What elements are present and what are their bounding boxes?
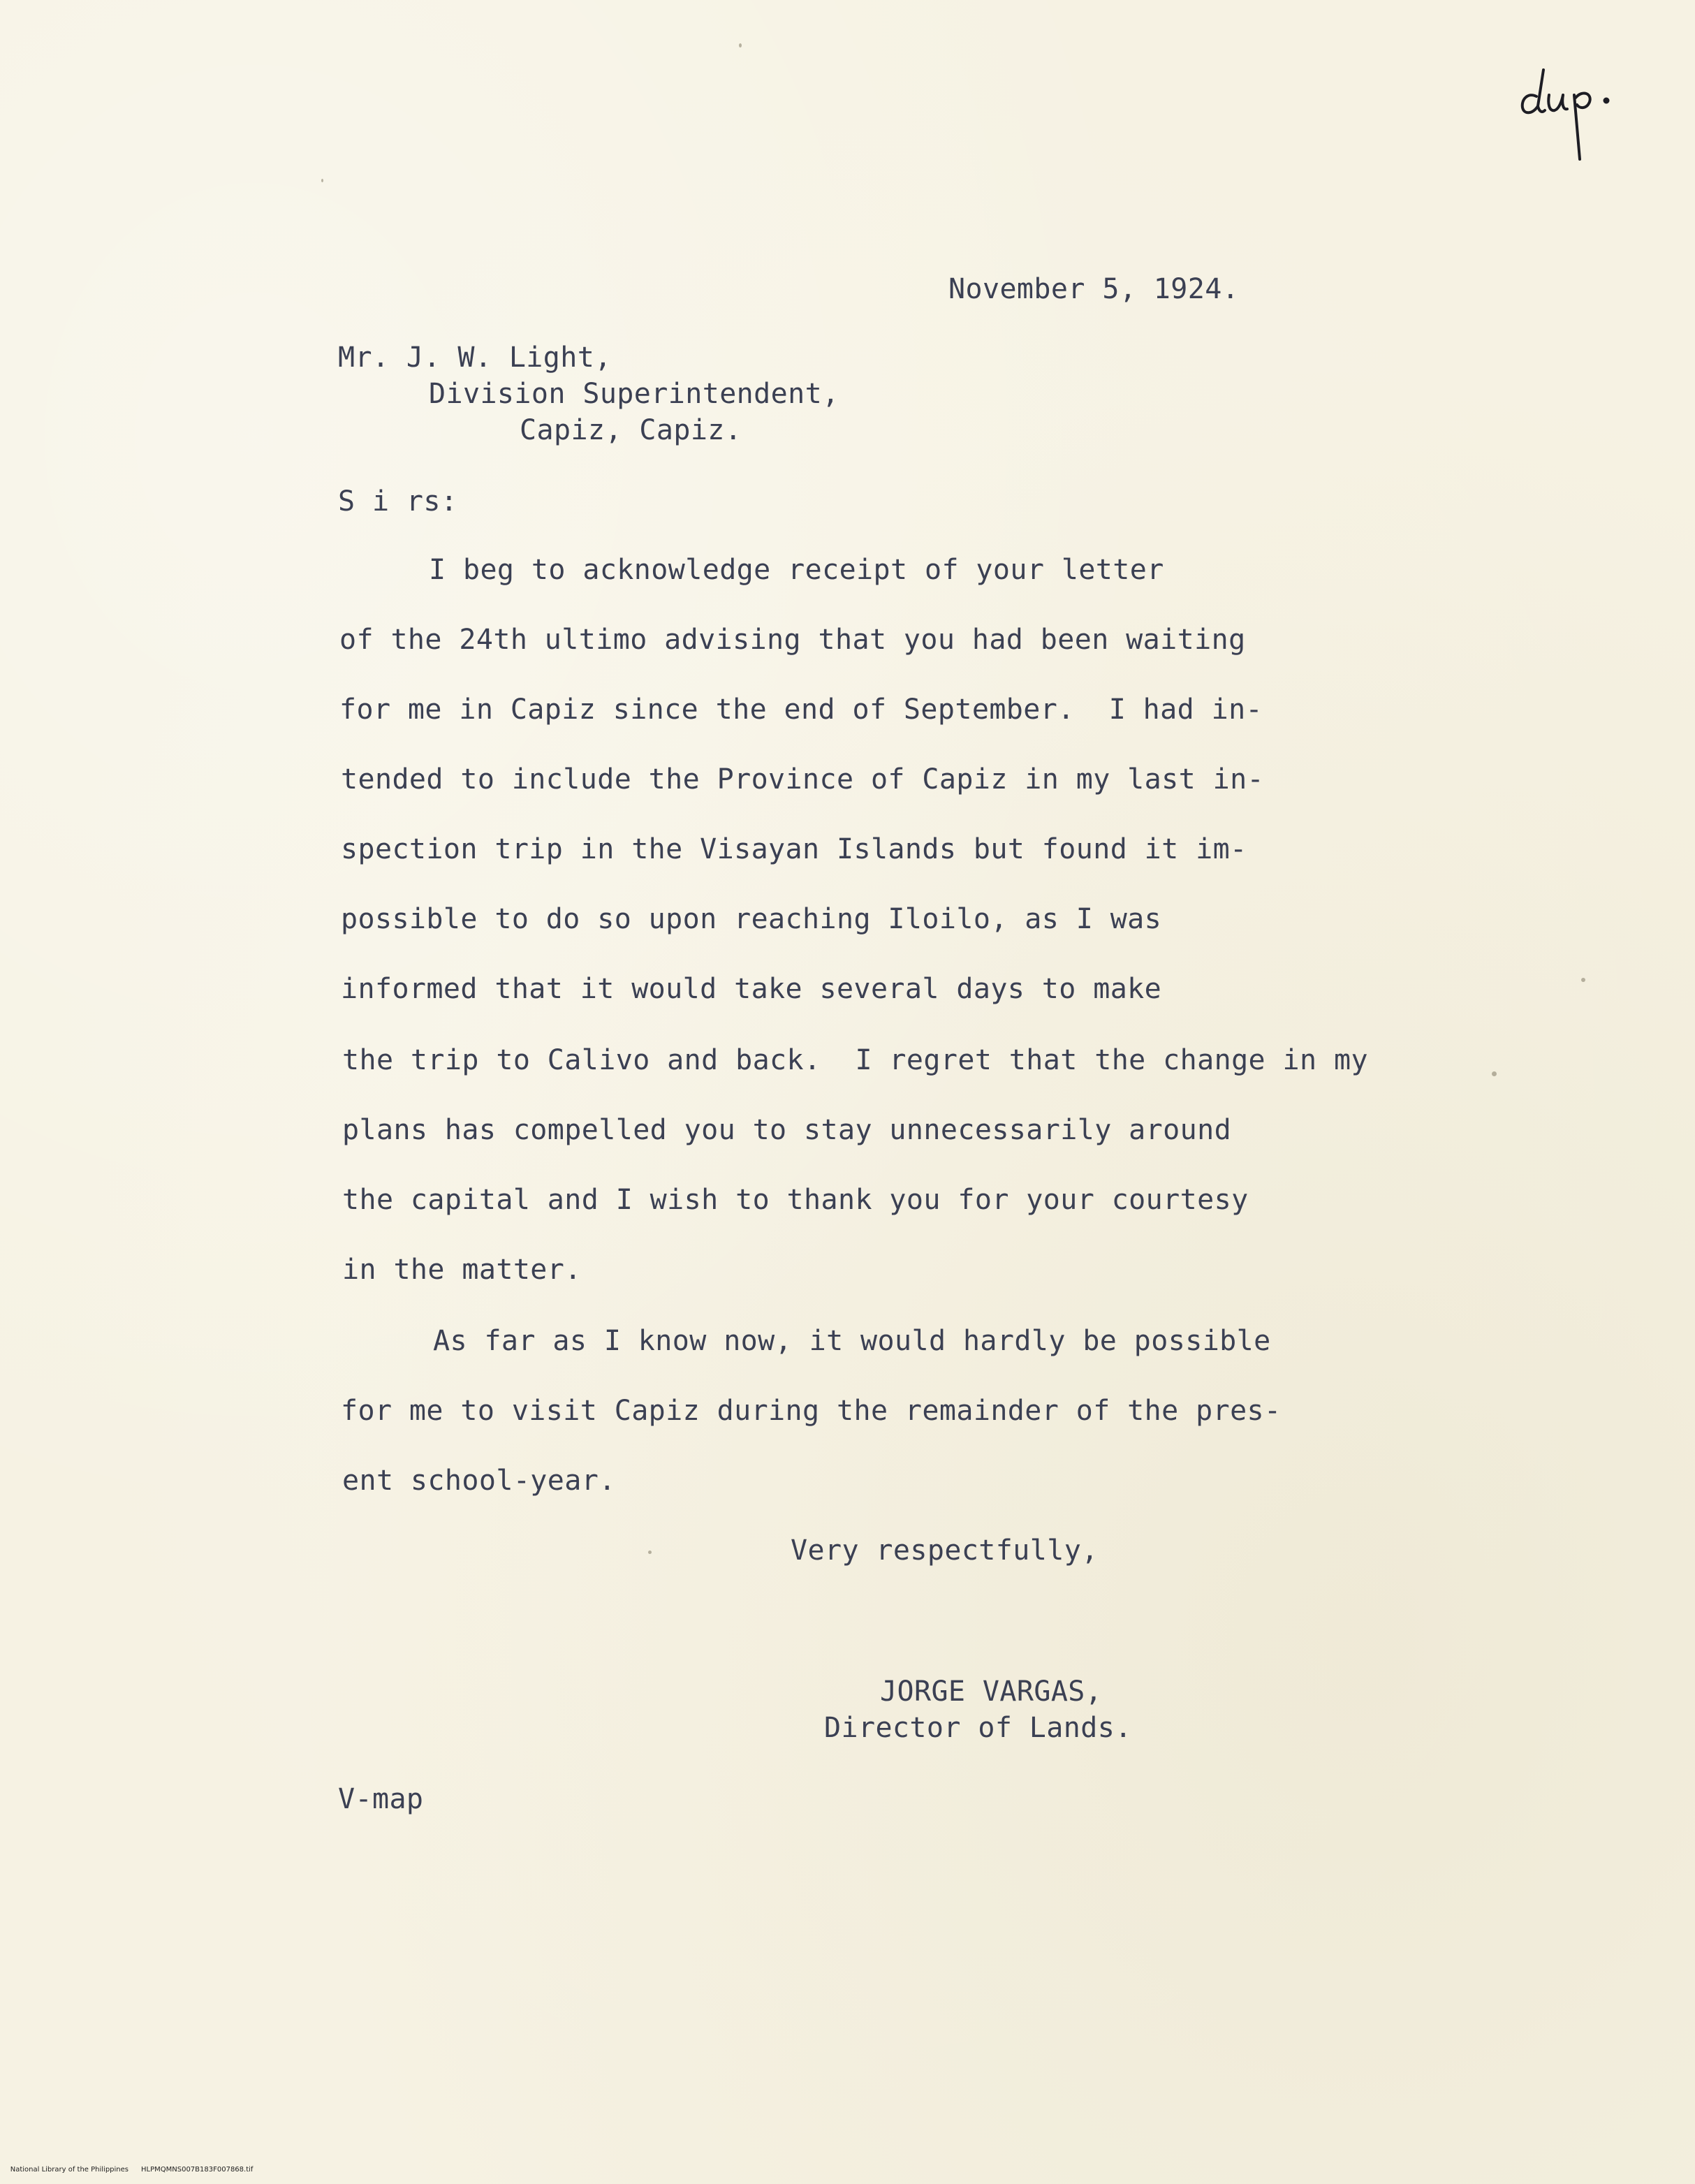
body-line: for me in Capiz since the end of September. I had in-	[339, 694, 1263, 726]
body-line: ent school-year.	[342, 1465, 616, 1497]
body-line: I beg to acknowledge receipt of your letter	[429, 554, 1164, 586]
footer-institution: National Library of the Philippines	[10, 2166, 129, 2174]
paper-speck	[1492, 1071, 1497, 1076]
body-line: the trip to Calivo and back. I regret that the change in my	[342, 1044, 1368, 1076]
body-line: possible to do so upon reaching Iloilo, as I was	[341, 903, 1162, 935]
paper-speck	[648, 1551, 652, 1554]
body-line: tended to include the Province of Capiz in my last in-	[341, 763, 1265, 796]
signature-name: JORGE VARGAS,	[880, 1676, 1103, 1708]
body-line: in the matter.	[342, 1254, 582, 1286]
salutation: S i rs:	[338, 485, 458, 518]
body-line: for me to visit Capiz during the remainder of the pres-	[341, 1395, 1282, 1427]
signature-title: Director of Lands.	[824, 1712, 1132, 1744]
reference-initials: V-map	[338, 1783, 424, 1815]
body-line: the capital and I wish to thank you for your courtesy	[342, 1184, 1249, 1216]
paper-speck	[1581, 978, 1585, 982]
footer-file: HLPMQMNS007B183F007868.tif	[141, 2166, 254, 2174]
letter-date: November 5, 1924.	[948, 273, 1240, 305]
body-line: informed that it would take several days to make	[341, 973, 1162, 1005]
body-line: of the 24th ultimo advising that you had been waiting	[339, 624, 1246, 656]
closing: Very respectfully,	[791, 1534, 1099, 1567]
paper-speck	[739, 43, 742, 47]
addressee-location: Capiz, Capiz.	[520, 414, 742, 446]
body-line: spection trip in the Visayan Islands but found it im-	[341, 833, 1247, 865]
paper-speck	[321, 179, 323, 182]
addressee-title: Division Superintendent,	[429, 378, 839, 410]
addressee-name: Mr. J. W. Light,	[338, 342, 612, 374]
scan-footer	[1, 2158, 265, 2181]
body-line: As far as I know now, it would hardly be possible	[433, 1325, 1271, 1357]
handwritten-annotation-dup	[1516, 56, 1655, 161]
body-line: plans has compelled you to stay unnecessarily around	[342, 1114, 1232, 1146]
